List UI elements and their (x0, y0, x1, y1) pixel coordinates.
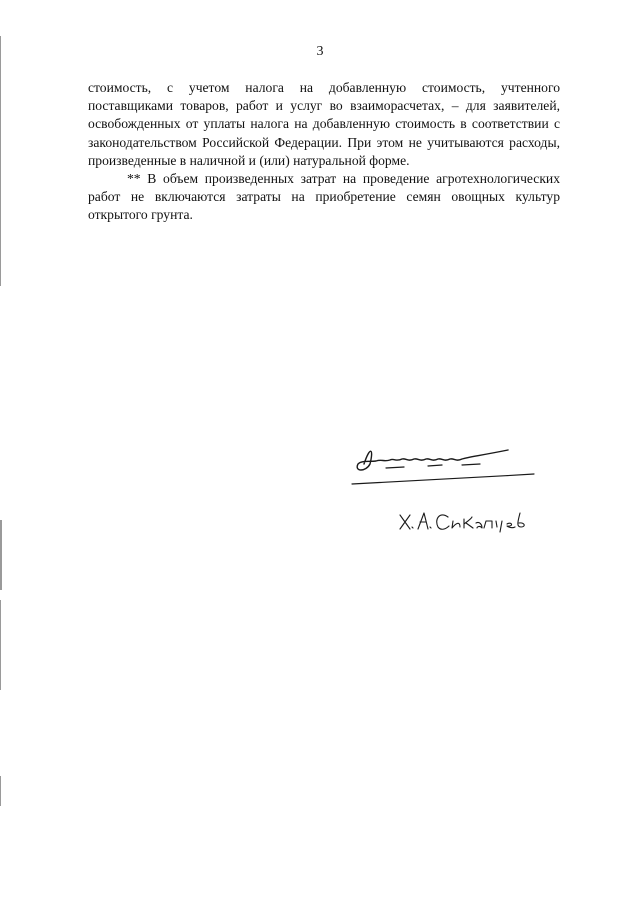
paragraph-continuation: стоимость, с учетом налога на добавленную стоимость, учтенного поставщиками товаров, работ и услуг во взаиморасчетах, – для заявителей, освобожденных от уплаты налога на добавленную стоимость в соответствии с законодательством Российской Федерации. При этом не учитываются расходы, произведенные в наличной и (или) натуральной форме. (88, 80, 560, 168)
handwritten-name-strokes (400, 513, 524, 532)
scan-edge-mark-lower (0, 600, 1, 690)
scan-edge-mark-middle (0, 520, 2, 590)
signature-underline (352, 474, 534, 484)
scan-edge-mark-top (0, 36, 1, 286)
scan-edge-mark-bottom (0, 776, 1, 806)
signature-stroke (357, 450, 508, 470)
paragraph-footnote: ** В объем произведенных затрат на проведение агротехнологических работ не включаются затраты на приобретение семян овощных культур открытого грунта. (88, 171, 560, 223)
body-text (88, 79, 560, 225)
handwritten-name (396, 505, 530, 537)
signature-graphic (348, 440, 538, 490)
page-number: 3 (316, 44, 324, 59)
signature-underline-dashes (386, 464, 480, 468)
